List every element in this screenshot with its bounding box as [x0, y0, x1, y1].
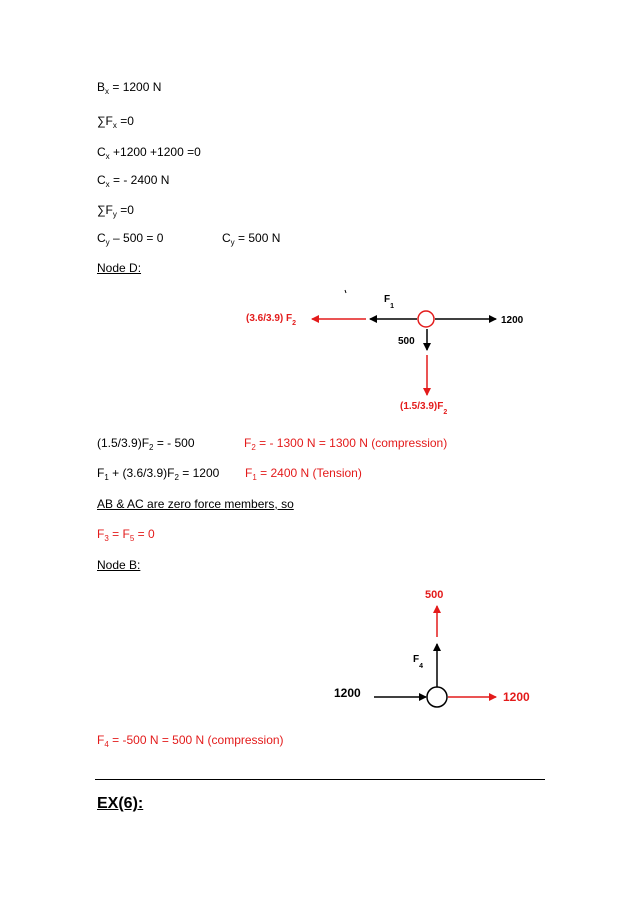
f2-result-subscript: 2 [251, 443, 256, 452]
f1-equation-right: = 1200 [178, 466, 220, 480]
sum-fx-symbol: ∑F [97, 114, 113, 128]
node-b-diagram [334, 589, 530, 707]
f2-result-value: = - 1300 N = 1300 N (compression) [255, 436, 448, 450]
f1-result-value: = 2400 N (Tension) [256, 466, 362, 480]
f2-label: (3.6/3.9) $F_2$ [246, 313, 297, 327]
f1-equation-subscript-2: 2 [174, 473, 179, 482]
node-d-diagram [246, 290, 524, 416]
cx-subscript: x [105, 152, 110, 161]
bx-value: = 1200 N [109, 80, 162, 94]
ex6-heading: EX(6): [97, 795, 144, 812]
f4-label: $F_4$ [413, 654, 424, 670]
cy-result-symbol: C [222, 231, 231, 245]
f4-symbol: F [97, 733, 105, 747]
f4-value: = -500 N = 500 N (compression) [108, 733, 284, 747]
f1-equation-symbol: F [97, 466, 105, 480]
right-value-label-red: 1200 [503, 690, 530, 704]
sum-fx-value: =0 [116, 114, 134, 128]
top-value-label: 500 [425, 589, 444, 601]
bx-symbol: B [97, 80, 106, 94]
bx-subscript: x [105, 87, 110, 96]
cx-symbol: C [97, 145, 106, 159]
f3-f5-value: = 0 [134, 527, 155, 541]
f1-result-subscript: 1 [252, 473, 257, 482]
f2-result-symbol: F [244, 436, 252, 450]
cy-subscript: y [105, 238, 110, 247]
f3-subscript: 3 [104, 534, 109, 543]
f2-equation-subscript: 2 [149, 443, 154, 452]
f4-subscript: 4 [104, 740, 109, 749]
sum-fy-subscript: y [112, 210, 117, 219]
f3-symbol: F [97, 527, 105, 541]
f5-subscript: 5 [129, 534, 135, 543]
sum-fy-symbol: ∑F [97, 203, 113, 217]
f1-result-symbol: F [245, 466, 253, 480]
node-d-title: Node D: [97, 261, 142, 275]
zero-force-note: AB & AC are zero force members, so [97, 497, 294, 511]
f1-equation-subscript: 1 [104, 473, 109, 482]
cy-result-value: = 500 N [234, 231, 281, 245]
sum-fx-subscript: x [112, 121, 117, 130]
cx-result-symbol: C [97, 173, 106, 187]
cx-result-value: = - 2400 N [109, 173, 170, 187]
left-value-label: 1200 [334, 686, 361, 700]
f1-equation-mid: + (3.6/3.9)F [108, 466, 175, 480]
f5-symbol: = F [108, 527, 130, 541]
bottom-f2-label: $(1.5/3.9)F_2$ [400, 401, 448, 416]
node-b-title: Node B: [97, 558, 141, 572]
cx-result-subscript: x [105, 180, 110, 189]
f2-equation-left: (1.5/3.9)F [97, 436, 150, 450]
f2-equation-right: = - 500 [153, 436, 195, 450]
stray-mark [345, 290, 346, 293]
cy-equation: – 500 = 0 [109, 231, 164, 245]
down-value-label: 500 [398, 336, 415, 347]
node-d-circle [418, 311, 434, 327]
cx-equation: +1200 +1200 =0 [109, 145, 201, 159]
node-b-circle [427, 687, 447, 707]
right-value-label: 1200 [501, 315, 524, 326]
cy-result-subscript: y [230, 238, 235, 247]
cy-symbol: C [97, 231, 106, 245]
f1-label: $F_1$ [384, 294, 395, 310]
sum-fy-value: =0 [116, 203, 134, 217]
